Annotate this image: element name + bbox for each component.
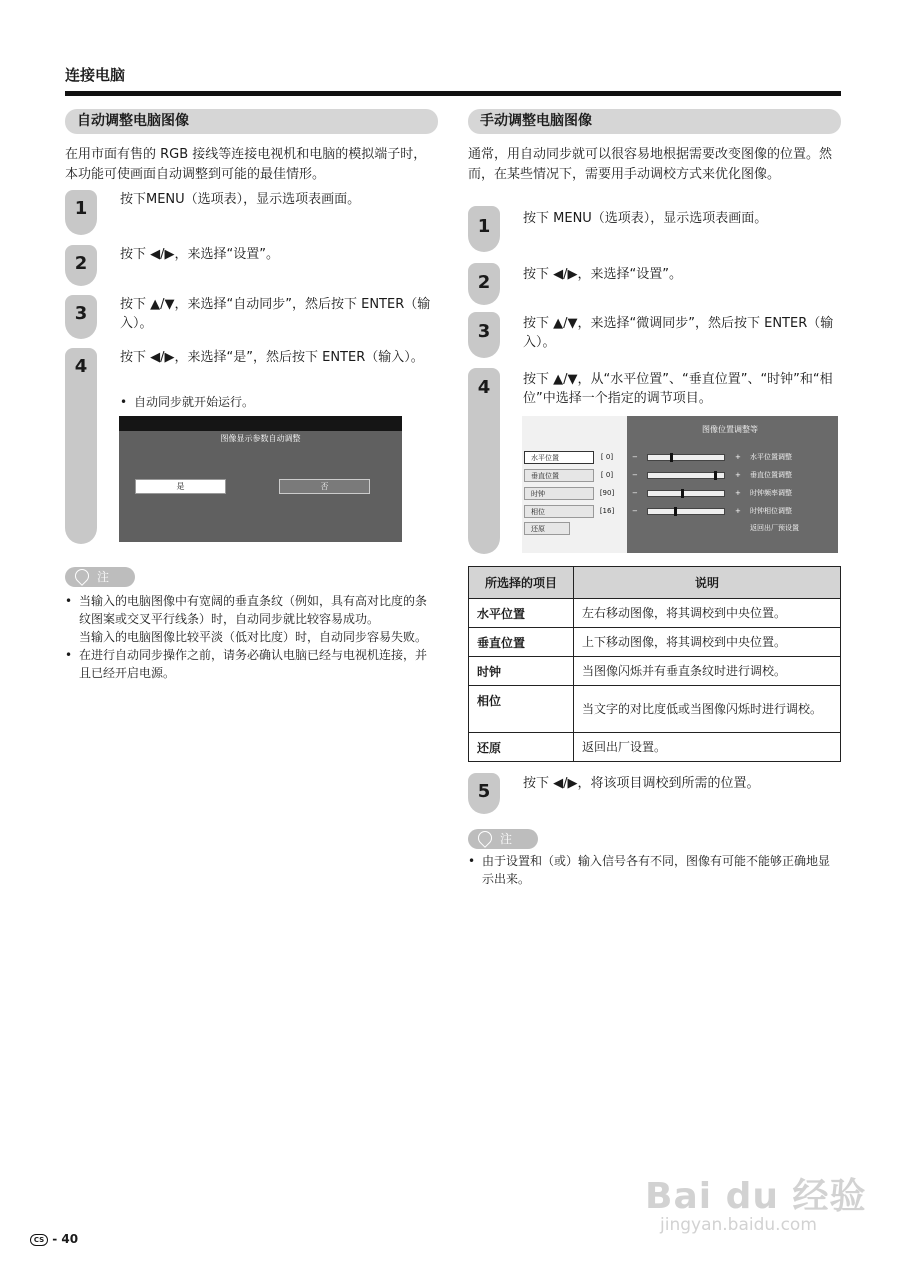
osd-row-value: [90] xyxy=(599,489,615,497)
osd-slider[interactable] xyxy=(647,472,725,479)
plus-icon: + xyxy=(735,489,741,497)
step-text: 按下MENU（选项表），显示选项表画面。 xyxy=(120,192,361,207)
auto-sync-screen xyxy=(119,416,402,542)
table-header-desc: 说明 xyxy=(574,567,841,599)
osd-row-desc: 时钟相位调整 xyxy=(750,507,792,515)
minus-icon: − xyxy=(632,489,638,497)
plus-icon: + xyxy=(735,507,741,515)
screen-top-bar xyxy=(119,416,402,431)
note-label: 注 xyxy=(97,570,110,584)
osd-row-label: 相位 xyxy=(524,505,594,518)
table-row xyxy=(469,657,841,686)
screen-title: 图像显示参数自动调整 xyxy=(220,434,301,443)
step-number: 3 xyxy=(74,303,88,324)
step-text: 按下 ▲/▼，从“水平位置”、“垂直位置”、“时钟”和“相位”中选择一个指定的调节项目。 xyxy=(523,372,833,406)
fine-sync-screen xyxy=(522,416,838,553)
osd-slider[interactable] xyxy=(647,490,725,497)
right-step-5 xyxy=(468,773,841,818)
right-intro: 通常，用自动同步就可以很容易地根据需要改变图像的位置。然而，在某些情况下，需要用手动调校方式来优化图像。 xyxy=(468,147,833,182)
table-cell-item: 时钟 xyxy=(469,657,574,686)
table-cell-item: 垂直位置 xyxy=(469,628,574,657)
minus-icon: − xyxy=(632,507,638,515)
cs-badge: CS xyxy=(30,1234,48,1246)
table-row xyxy=(469,628,841,657)
table-cell-desc: 返回出厂设置。 xyxy=(574,733,841,762)
step-text: 按下 ◀/▶，来选择“是”，然后按下 ENTER（输入）。 xyxy=(120,350,424,365)
left-step-3 xyxy=(65,295,438,343)
table-row xyxy=(469,599,841,628)
screen-title: 图像位置调整等 xyxy=(702,425,758,434)
osd-row-phase[interactable] xyxy=(522,505,747,518)
table-header-item: 所选择的项目 xyxy=(469,567,574,599)
left-step-2 xyxy=(65,245,438,290)
page-number: 40 xyxy=(61,1232,79,1246)
osd-row-desc: 垂直位置调整 xyxy=(750,471,792,479)
table-cell-desc: 左右移动图像，将其调校到中央位置。 xyxy=(574,599,841,628)
osd-row-horizontal[interactable] xyxy=(522,451,747,464)
osd-slider[interactable] xyxy=(647,454,725,461)
osd-row-value: [ 0] xyxy=(600,453,614,461)
table-cell-desc: 当图像闪烁并有垂直条纹时进行调校。 xyxy=(574,657,841,686)
osd-row-value: [ 0] xyxy=(600,471,614,479)
osd-reset-desc: 返回出厂预设置 xyxy=(750,524,799,532)
osd-row-reset[interactable] xyxy=(522,522,747,535)
osd-row-clock[interactable] xyxy=(522,487,747,500)
osd-reset-button[interactable]: 还原 xyxy=(524,522,570,535)
table-cell-item: 相位 xyxy=(469,686,574,733)
note-item: • 在进行自动同步操作之前，请务必确认电脑已经与电视机连接，并且已经开启电源。 xyxy=(65,646,438,682)
pin-icon xyxy=(72,566,92,586)
note-subtext: 当输入的电脑图像比较平淡（低对比度）时，自动同步容易失败。 xyxy=(79,630,428,644)
left-intro: 在用市面有售的 RGB 接线等连接电视机和电脑的模拟端子时，本功能可使画面自动调整到可能的最佳情形。 xyxy=(65,147,427,182)
step-text: 按下 ◀/▶，将该项目调校到所需的位置。 xyxy=(523,776,760,791)
osd-row-desc: 水平位置调整 xyxy=(750,453,792,461)
osd-row-desc: 时钟频率调整 xyxy=(750,489,792,497)
minus-icon: − xyxy=(632,471,638,479)
osd-row-label: 水平位置 xyxy=(524,451,594,464)
left-note-badge xyxy=(65,567,135,587)
plus-icon: + xyxy=(735,471,741,479)
table-cell-item: 还原 xyxy=(469,733,574,762)
left-step-1 xyxy=(65,190,438,240)
plus-icon: + xyxy=(735,453,741,461)
right-heading: 手动调整电脑图像 xyxy=(468,109,841,134)
left-heading: 自动调整电脑图像 xyxy=(65,109,438,134)
step-tab xyxy=(65,348,97,544)
osd-row-label: 时钟 xyxy=(524,487,594,500)
table-row xyxy=(469,733,841,762)
step-number: 2 xyxy=(74,253,88,274)
table-row xyxy=(469,686,841,733)
slider-knob[interactable] xyxy=(681,489,684,498)
no-button[interactable]: 否 xyxy=(279,479,370,494)
watermark-url: jingyan.baidu.com xyxy=(660,1215,817,1235)
step-number: 3 xyxy=(477,321,491,342)
step-text: 按下 ▲/▼，来选择“自动同步”，然后按下 ENTER（输入）。 xyxy=(120,297,431,331)
step-number: 4 xyxy=(74,356,88,377)
step-text: 按下 MENU（选项表），显示选项表画面。 xyxy=(523,211,768,226)
adjustment-table xyxy=(468,566,841,762)
right-note-badge xyxy=(468,829,538,849)
slider-knob[interactable] xyxy=(670,453,673,462)
left-notes xyxy=(65,592,438,682)
step-bullet: • 自动同步就开始运行。 xyxy=(120,393,438,411)
note-item: • 当输入的电脑图像中有宽阔的垂直条纹（例如，具有高对比度的条纹图案或交叉平行线条）时，自动同步就比较容易成功。 xyxy=(65,592,438,628)
step-text: 按下 ◀/▶，来选择“设置”。 xyxy=(523,267,682,282)
step-text: 按下 ▲/▼，来选择“微调同步”，然后按下 ENTER（输入）。 xyxy=(523,316,834,350)
table-cell-desc: 上下移动图像，将其调校到中央位置。 xyxy=(574,628,841,657)
right-step-2 xyxy=(468,263,841,308)
header-rule xyxy=(65,91,841,96)
step-number: 2 xyxy=(477,272,491,293)
watermark-brand: Bai du 经验 xyxy=(645,1176,867,1217)
step-number: 1 xyxy=(74,198,88,219)
table-header-row xyxy=(469,567,841,599)
yes-button[interactable]: 是 xyxy=(135,479,226,494)
page-section-title: 连接电脑 xyxy=(65,66,126,84)
minus-icon: − xyxy=(632,453,638,461)
step-number: 4 xyxy=(477,377,491,398)
footer-separator: - xyxy=(52,1232,58,1246)
step-number: 5 xyxy=(477,781,491,802)
note-item: • 由于设置和（或）输入信号各有不同，图像有可能不能够正确地显示出来。 xyxy=(468,852,841,888)
right-step-1 xyxy=(468,206,841,256)
note-label: 注 xyxy=(500,832,513,846)
osd-row-value: [16] xyxy=(599,507,615,515)
osd-row-label: 垂直位置 xyxy=(524,469,594,482)
step-number: 1 xyxy=(477,216,491,237)
right-step-3 xyxy=(468,312,841,362)
osd-slider[interactable] xyxy=(647,508,725,515)
osd-row-vertical[interactable] xyxy=(522,469,747,482)
table-cell-item: 水平位置 xyxy=(469,599,574,628)
right-notes xyxy=(468,852,841,888)
slider-knob[interactable] xyxy=(714,471,717,480)
pin-icon xyxy=(475,828,495,848)
step-text: 按下 ◀/▶，来选择“设置”。 xyxy=(120,247,279,262)
slider-knob[interactable] xyxy=(674,507,677,516)
page-footer xyxy=(30,1232,78,1246)
table-cell-desc: 当文字的对比度低或当图像闪烁时进行调校。 xyxy=(574,686,841,733)
